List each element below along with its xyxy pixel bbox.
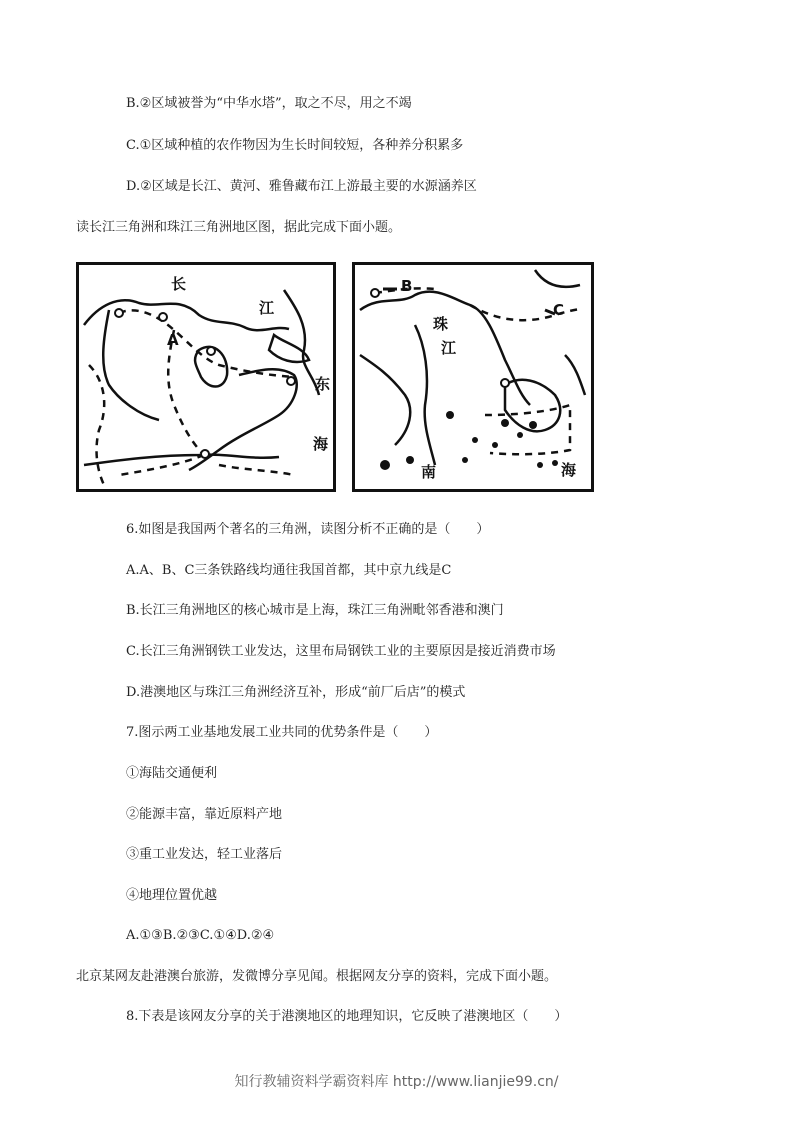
question-7-item: ②能源丰富，靠近原料产地 bbox=[126, 807, 283, 822]
intro-text: 北京某网友赴港澳台旅游，发微博分享见闻。根据网友分享的资料，完成下面小题。 bbox=[76, 969, 558, 984]
question-7-answers: A.①③B.②③C.①④D.②④ bbox=[126, 928, 275, 943]
yangtze-delta-map bbox=[76, 262, 336, 492]
pearl-delta-map bbox=[352, 262, 594, 492]
map-label: 南 bbox=[421, 463, 437, 481]
map-label: 珠 bbox=[433, 315, 449, 333]
map-label: 长 bbox=[171, 275, 187, 293]
map-label: 江 bbox=[441, 339, 457, 357]
map-label: 海 bbox=[313, 435, 329, 453]
question-6-option: B.长江三角洲地区的核心城市是上海，珠江三角洲毗邻香港和澳门 bbox=[126, 603, 504, 618]
question-7-stem: 7.图示两工业基地发展工业共同的优势条件是（ ） bbox=[126, 725, 438, 740]
question-8-stem: 8.下表是该网友分享的关于港澳地区的地理知识，它反映了港澳地区（ ） bbox=[126, 1009, 568, 1024]
map-label: 江 bbox=[259, 299, 275, 317]
option-line: D.②区域是长江、黄河、雅鲁藏布江上游最主要的水源涵养区 bbox=[126, 179, 477, 194]
map-label: A bbox=[167, 331, 179, 349]
question-6-option: D.港澳地区与珠江三角洲经济互补，形成“前厂后店”的模式 bbox=[126, 685, 466, 700]
map-label: 东 bbox=[315, 375, 331, 393]
question-7-item: ④地理位置优越 bbox=[126, 888, 218, 903]
question-7-item: ③重工业发达，轻工业落后 bbox=[126, 847, 283, 862]
footer-watermark: 知行教辅资料学霸资料库 http://www.lianjie99.cn/ bbox=[234, 1074, 559, 1090]
pearl-delta-map-drawing bbox=[355, 265, 591, 489]
option-line: C.①区域种植的农作物因为生长时间较短，各种养分积累多 bbox=[126, 138, 464, 153]
intro-text: 读长江三角洲和珠江三角洲地区图，据此完成下面小题。 bbox=[76, 220, 402, 235]
map-label: C bbox=[553, 301, 565, 319]
map-label: 海 bbox=[561, 461, 577, 479]
option-line: B.②区域被誉为“中华水塔”，取之不尽，用之不竭 bbox=[126, 96, 412, 111]
question-6-stem: 6.如图是我国两个著名的三角洲，读图分析不正确的是（ ） bbox=[126, 522, 490, 537]
question-6-option: C.长江三角洲钢铁工业发达，这里布局钢铁工业的主要原因是接近消费市场 bbox=[126, 644, 556, 659]
delta-maps-figure bbox=[76, 262, 596, 492]
question-7-item: ①海陆交通便利 bbox=[126, 766, 218, 781]
map-label: B bbox=[401, 277, 413, 295]
yangtze-delta-map-drawing bbox=[79, 265, 333, 489]
question-6-option: A.A、B、C三条铁路线均通往我国首都，其中京九线是C bbox=[126, 563, 452, 578]
